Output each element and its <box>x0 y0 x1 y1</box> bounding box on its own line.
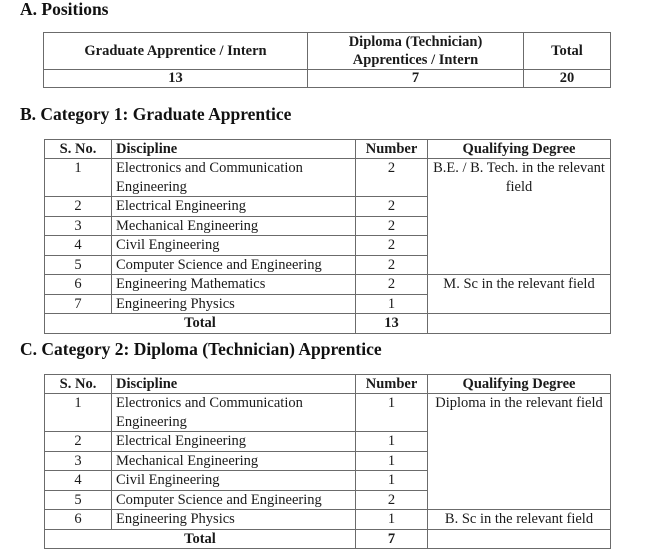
cell-discipline: Electronics and Communication Engineering <box>112 394 356 432</box>
cell-sno: 6 <box>45 510 112 530</box>
header-discipline: Discipline <box>112 375 356 394</box>
total-label: Total <box>45 529 356 549</box>
value-diploma-apprentice: 7 <box>308 70 524 88</box>
header-sno: S. No. <box>45 375 112 394</box>
positions-table <box>43 32 611 88</box>
cell-number: 2 <box>356 275 428 295</box>
cell-discipline: Computer Science and Engineering <box>112 255 356 275</box>
cell-discipline: Computer Science and Engineering <box>112 490 356 510</box>
cell-number: 1 <box>356 451 428 471</box>
value-graduate-apprentice: 13 <box>44 70 308 88</box>
section-b-heading: B. Category 1: Graduate Apprentice <box>20 104 292 124</box>
cell-number: 2 <box>356 159 428 197</box>
cell-discipline: Electronics and Communication Engineering <box>112 159 356 197</box>
positions-header-row <box>44 33 611 70</box>
cell-discipline: Mechanical Engineering <box>112 451 356 471</box>
table-header-row <box>45 140 611 159</box>
cell-discipline: Engineering Physics <box>112 294 356 314</box>
total-empty-cell <box>428 529 611 549</box>
total-value: 7 <box>356 529 428 549</box>
section-a-heading: A. Positions <box>20 0 109 19</box>
cell-sno: 1 <box>45 159 112 197</box>
cell-sno: 2 <box>45 197 112 217</box>
category2-table <box>44 374 611 549</box>
cell-sno: 3 <box>45 216 112 236</box>
cell-number: 1 <box>356 471 428 491</box>
header-graduate-apprentice: Graduate Apprentice / Intern <box>44 33 308 70</box>
total-label: Total <box>45 314 356 334</box>
cell-qualifying-degree: Diploma in the relevant field <box>428 394 611 510</box>
header-total: Total <box>524 33 611 70</box>
header-number: Number <box>356 375 428 394</box>
cell-discipline: Engineering Mathematics <box>112 275 356 295</box>
cell-qualifying-degree: B. Sc in the relevant field <box>428 510 611 530</box>
table-row <box>45 275 611 295</box>
cell-sno: 6 <box>45 275 112 295</box>
cell-number: 2 <box>356 490 428 510</box>
cell-sno: 5 <box>45 490 112 510</box>
cell-sno: 4 <box>45 236 112 256</box>
cell-number: 1 <box>356 510 428 530</box>
total-empty-cell <box>428 314 611 334</box>
header-sno: S. No. <box>45 140 112 159</box>
cell-number: 2 <box>356 236 428 256</box>
header-qualifying-degree: Qualifying Degree <box>428 375 611 394</box>
positions-value-row <box>44 70 611 88</box>
total-row <box>45 314 611 334</box>
table-row <box>45 394 611 432</box>
cell-number: 2 <box>356 197 428 217</box>
cell-number: 2 <box>356 255 428 275</box>
cell-number: 1 <box>356 394 428 432</box>
header-diploma-apprentice: Diploma (Technician) Apprentices / Intern <box>308 33 524 70</box>
cell-discipline: Engineering Physics <box>112 510 356 530</box>
section-c-heading: C. Category 2: Diploma (Technician) Apprentice <box>20 339 382 359</box>
category1-table <box>44 139 611 334</box>
cell-qualifying-degree: B.E. / B. Tech. in the relevant field <box>428 159 611 275</box>
table-header-row <box>45 375 611 394</box>
table-row <box>45 510 611 530</box>
cell-discipline: Electrical Engineering <box>112 432 356 452</box>
cell-number: 2 <box>356 216 428 236</box>
cell-sno: 7 <box>45 294 112 314</box>
cell-number: 1 <box>356 294 428 314</box>
cell-number: 1 <box>356 432 428 452</box>
header-number: Number <box>356 140 428 159</box>
cell-discipline: Mechanical Engineering <box>112 216 356 236</box>
header-qualifying-degree: Qualifying Degree <box>428 140 611 159</box>
cell-sno: 3 <box>45 451 112 471</box>
table-row <box>45 159 611 197</box>
value-total: 20 <box>524 70 611 88</box>
cell-sno: 2 <box>45 432 112 452</box>
cell-discipline: Civil Engineering <box>112 236 356 256</box>
cell-discipline: Electrical Engineering <box>112 197 356 217</box>
total-value: 13 <box>356 314 428 334</box>
cell-sno: 4 <box>45 471 112 491</box>
total-row <box>45 529 611 549</box>
cell-sno: 5 <box>45 255 112 275</box>
cell-qualifying-degree: M. Sc in the relevant field <box>428 275 611 314</box>
header-discipline: Discipline <box>112 140 356 159</box>
cell-sno: 1 <box>45 394 112 432</box>
cell-discipline: Civil Engineering <box>112 471 356 491</box>
